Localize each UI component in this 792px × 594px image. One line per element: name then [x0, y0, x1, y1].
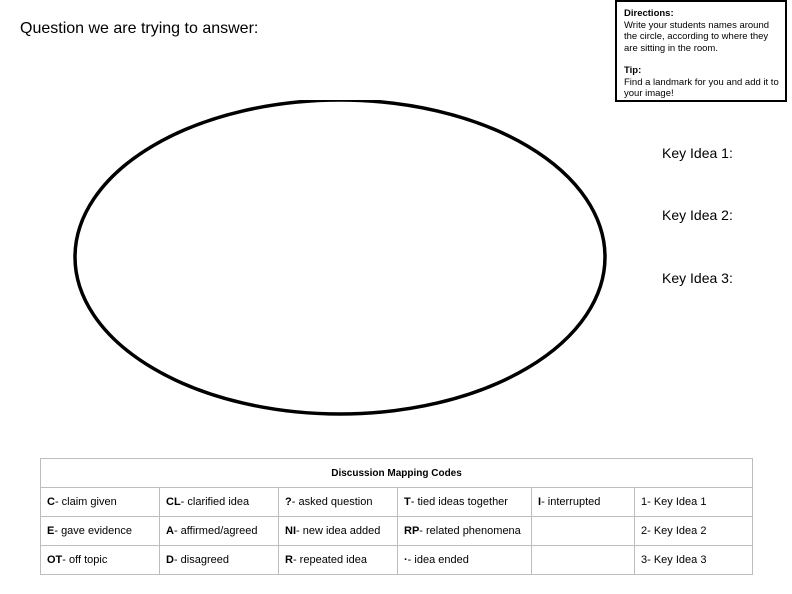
code-cell [398, 546, 532, 575]
seating-ellipse [70, 100, 615, 425]
code-cell [279, 517, 398, 546]
code-description: 3- Key Idea 3 [641, 554, 707, 566]
code-description: - new idea added [296, 525, 381, 537]
directions-text: Write your students names around the circle, according to where they are sitting in the room. [624, 19, 770, 54]
code-abbrev: T [404, 496, 411, 508]
code-cell [398, 488, 532, 517]
code-description: - related phenomena [419, 525, 521, 537]
key-idea-1-label: Key Idea 1: [662, 145, 733, 161]
key-idea-2-label: Key Idea 2: [662, 207, 733, 223]
directions-heading: Directions: [624, 8, 674, 19]
code-cell [160, 488, 279, 517]
code-cell [160, 546, 279, 575]
code-abbrev: C [47, 496, 55, 508]
code-cell [41, 488, 160, 517]
code-abbrev: E [47, 525, 55, 537]
tip-text: Find a landmark for you and add it to your image! [624, 76, 779, 99]
discussion-codes-table [40, 458, 753, 575]
code-cell [41, 517, 160, 546]
code-cell [41, 546, 160, 575]
code-abbrev: R [285, 554, 293, 566]
table-title: Discussion Mapping Codes [41, 459, 753, 488]
code-abbrev: ? [285, 496, 292, 508]
code-cell [635, 488, 753, 517]
code-description: - interrupted [541, 496, 601, 508]
code-abbrev: OT [47, 554, 63, 566]
code-description: - affirmed/agreed [173, 525, 258, 537]
code-description: - tied ideas together [410, 496, 508, 508]
code-description: - asked question [291, 496, 373, 508]
code-description: - disagreed [173, 554, 229, 566]
code-abbrev: NI [285, 525, 296, 537]
question-label: Question we are trying to answer: [20, 20, 259, 37]
code-cell [532, 488, 635, 517]
code-description: - clarified idea [180, 496, 250, 508]
table-row [41, 517, 753, 546]
code-cell [635, 546, 753, 575]
code-abbrev: CL [166, 496, 181, 508]
code-description: - repeated idea [292, 554, 367, 566]
code-description: - idea ended [407, 554, 469, 566]
code-description: - off topic [62, 554, 108, 566]
code-cell [635, 517, 753, 546]
code-cell [279, 488, 398, 517]
code-cell [532, 546, 635, 575]
code-cell [398, 517, 532, 546]
code-cell [532, 517, 635, 546]
code-cell [279, 546, 398, 575]
code-description: 2- Key Idea 2 [641, 525, 707, 537]
table-row [41, 546, 753, 575]
code-description: 1- Key Idea 1 [641, 496, 707, 508]
code-abbrev: RP [404, 525, 420, 537]
code-abbrev: D [166, 554, 174, 566]
code-description: - claim given [54, 496, 117, 508]
code-description: - gave evidence [54, 525, 133, 537]
code-cell [160, 517, 279, 546]
code-abbrev: · [404, 554, 408, 566]
directions-box [615, 0, 787, 102]
code-abbrev: I [538, 496, 542, 508]
code-abbrev: A [166, 525, 174, 537]
key-idea-3-label: Key Idea 3: [662, 270, 733, 286]
table-row [41, 488, 753, 517]
tip-heading: Tip: [624, 65, 642, 76]
